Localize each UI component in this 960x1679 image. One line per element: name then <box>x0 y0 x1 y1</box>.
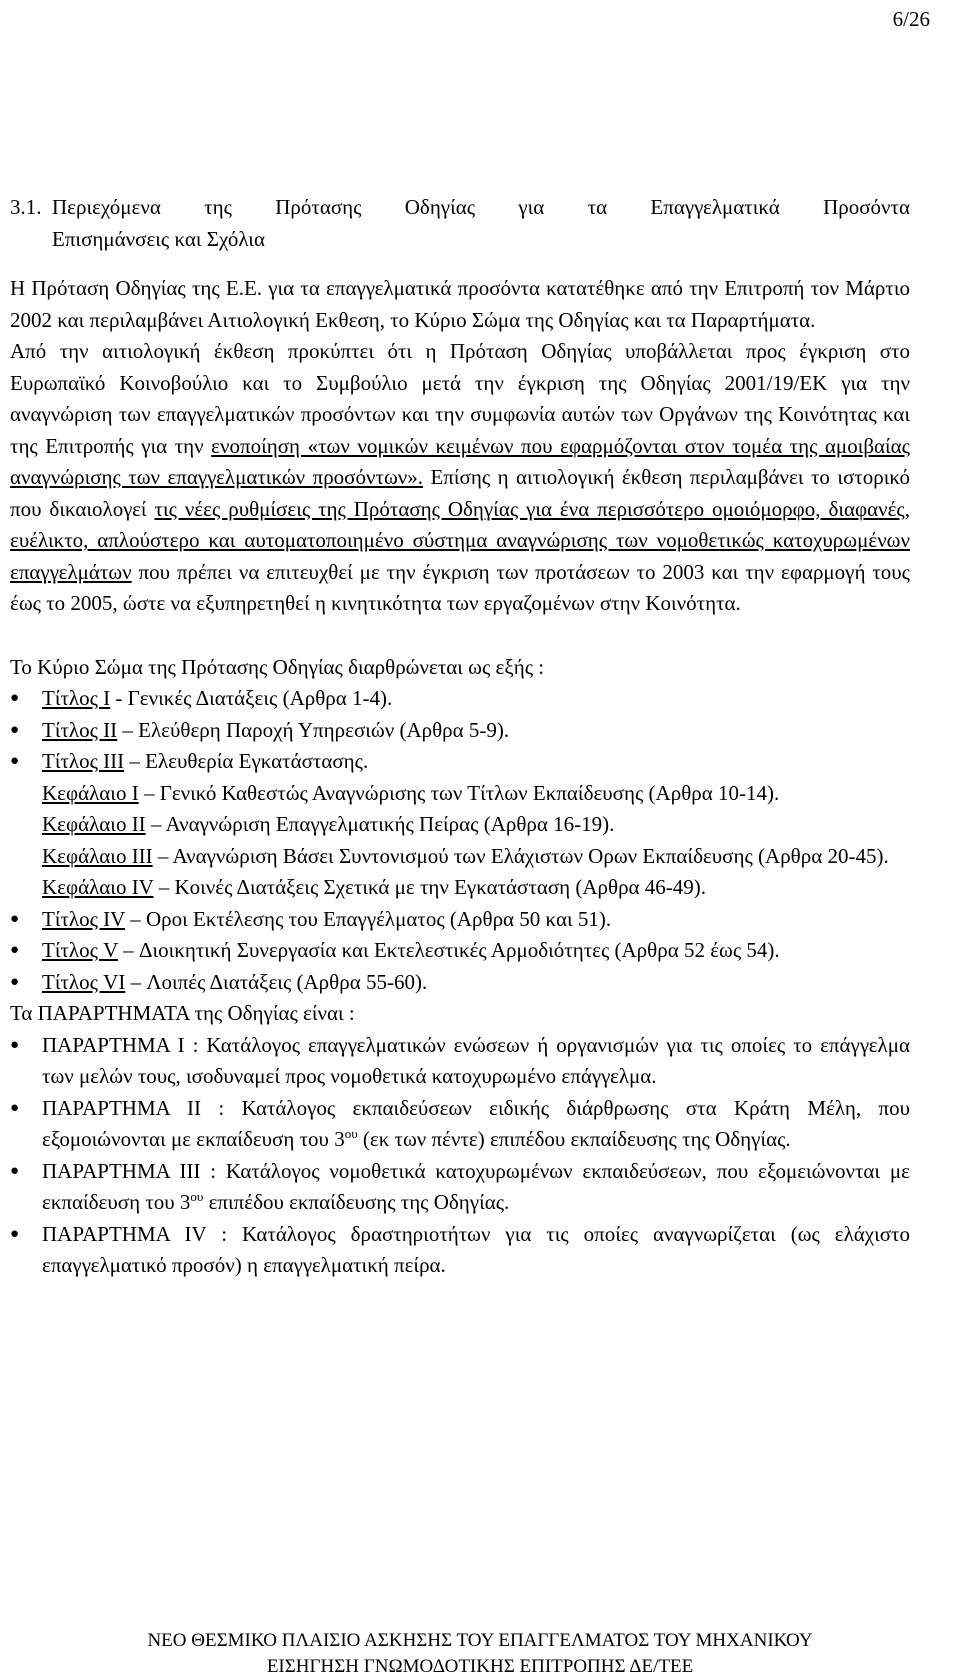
annex-3-superscript: ου <box>190 1189 204 1204</box>
page-footer <box>0 1628 960 1679</box>
chapter-label: Κεφάλαιο ΙV <box>42 875 154 899</box>
annex-2-superscript: ου <box>344 1126 358 1141</box>
title-label: Τίτλος ΙΙ <box>42 717 118 742</box>
list-item-title-2 <box>10 715 910 747</box>
paragraph-intro: Η Πρόταση Οδηγίας της Ε.Ε. για τα επαγγελματικά προσόντα κατατέθηκε από την Επιτροπή τον Μάρτιο 2002 και περιλαμβάνει Αιτιολογική Εκθεση, το Κύριο Σώμα της Οδηγίας και τα Παραρτήματα. <box>10 276 910 332</box>
title-text: - Γενικές Διατάξεις (Αρθρα 1-4). <box>110 686 393 710</box>
section-title-line2: Επισημάνσεις και Σχόλια <box>52 226 265 251</box>
title-text: – Διοικητική Συνεργασία και Εκτελεστικές Αρμοδιότητες (Αρθρα 52 έως 54). <box>117 938 780 962</box>
list-item-title-1 <box>10 683 910 715</box>
annexes-intro: Τα ΠΑΡΑΡΤΗΜΑΤΑ της Οδηγίας είναι : <box>10 1001 355 1025</box>
chapter-1 <box>10 778 910 810</box>
section-heading <box>10 192 910 255</box>
list-item-title-3 <box>10 746 910 778</box>
list-item-title-4 <box>10 904 910 936</box>
annex-3-text-end: επιπέδου εκπαίδευσης της Οδηγίας. <box>203 1190 510 1214</box>
annex-1: ● ΠΑΡΑΡΤΗΜΑ Ι : Κατάλογος επαγγελματικών ενώσεων ή οργανισμών για τις οποίες το επάγγελμα των μελών τους, ισοδυναμεί προς νομοθετικά κατοχυρωμένο επάγγελμα. <box>10 1030 910 1093</box>
title-label: Τίτλος ΙV <box>42 906 125 931</box>
list-item-title-5 <box>10 935 910 967</box>
section-title-line1: Περιεχόμενα της Πρότασης Οδηγίας για τα Επαγγελματικά Προσόντα <box>52 195 910 219</box>
chapter-label: Κεφάλαιο ΙΙΙ <box>42 843 153 868</box>
structure-list-continued <box>10 904 910 999</box>
title-label: Τίτλος V <box>42 938 118 962</box>
chapter-text: – Αναγνώριση Επαγγελματικής Πείρας (Αρθρα 16-19). <box>145 812 615 836</box>
list-item-title-6 <box>10 967 910 999</box>
annex-2-text-end: (εκ των πέντε) επιπέδου εκπαίδευσης της Οδηγίας. <box>357 1127 791 1151</box>
rationale-text-a: Από την αιτιολογική έκθεση προκύπτει ότι η Πρόταση Οδηγίας υποβάλλεται προς έγκριση στο Ευρωπαϊκό Κοινοβούλιο και το Συμβούλιο μετά την έγκριση της Οδηγίας 2001/19/ΕΚ για την αναγνώριση των επαγγελματικών προσόντων και την συμφωνία αυτών των Οργάνων της Κοινότητας και της Επιτροπής για την <box>10 339 910 458</box>
title-label: Τίτλος VI <box>42 969 126 994</box>
section-number: 3.1. <box>10 195 42 219</box>
title-text: – Οροι Εκτέλεσης του Επαγγέλματος (Αρθρα 50 και 51). <box>124 906 612 931</box>
structure-list <box>10 683 910 778</box>
rationale-underlined-new-rules: τις νέες ρυθμίσεις της Πρότασης Οδηγίας για ένα περισσότερο ομοιόμορφο, διαφανές, ευέλικτο, απλούστερο και αυτοματοποιημένο σύστημα αναγνώρισης των νομοθετικώς κατοχυρωμένων επαγγελμάτων <box>10 496 910 584</box>
annexes-list <box>10 1030 910 1282</box>
chapter-text: – Αναγνώριση Βάσει Συντονισμού των Ελάχιστων Ορων Εκπαίδευσης (Αρθρα 20-45). <box>152 843 889 868</box>
document-body <box>10 192 910 1282</box>
title-text: – Ελευθερία Εγκατάστασης. <box>124 749 369 773</box>
title-label: Τίτλος Ι <box>42 686 111 710</box>
chapter-label: Κεφάλαιο ΙΙ <box>42 812 146 836</box>
structure-intro: Το Κύριο Σώμα της Πρότασης Οδηγίας διαρθρώνεται ως εξής : <box>10 654 545 679</box>
annex-2-text: ΠΑΡΑΡΤΗΜΑ ΙΙ : Κατάλογος εκπαιδεύσεων ειδικής διάρθρωσης στα Κράτη Μέλη, που εξομοιώνονται με εκπαίδευση του 3 <box>42 1095 910 1151</box>
footer-line-1: ΝΕΟ ΘΕΣΜΙΚΟ ΠΛΑΙΣΙΟ ΑΣΚΗΣΗΣ ΤΟΥ ΕΠΑΓΓΕΛΜΑΤΟΣ ΤΟΥ ΜΗΧΑΝΙΚΟΥ <box>147 1630 813 1651</box>
chapter-label: Κεφάλαιο Ι <box>42 780 139 805</box>
title-text: – Ελεύθερη Παροχή Υπηρεσιών (Αρθρα 5-9). <box>117 717 510 742</box>
annex-3 <box>10 1156 910 1219</box>
paragraph-rationale <box>10 336 910 620</box>
chapter-2 <box>10 809 910 841</box>
rationale-underlined-consolidation: ενοποίηση «των νομικών κειμένων που εφαρμόζονται στον τομέα της αμοιβαίας αναγνώρισης των επαγγελματικών προσόντων». <box>10 433 910 489</box>
chapter-text: – Γενικό Καθεστώς Αναγνώρισης των Τίτλων Εκπαίδευσης (Αρθρα 10-14). <box>138 780 780 805</box>
rationale-text-c: Επίσης η αιτιολογική έκθεση περιλαμβάνει το ιστορικό που δικαιολογεί <box>10 465 910 521</box>
page-number: 6/26 <box>892 7 930 31</box>
footer-line-2: ΕΙΣΗΓΗΣΗ ΓΝΩΜΟΔΟΤΙΚΗΣ ΕΠΙΤΡΟΠΗΣ ΔΕ/ΤΕΕ <box>266 1655 694 1677</box>
chapter-4 <box>10 872 910 904</box>
annex-2 <box>10 1093 910 1156</box>
title-text: – Λοιπές Διατάξεις (Αρθρα 55-60). <box>125 969 428 994</box>
annex-4: ● ΠΑΡΑΡΤΗΜΑ IV : Κατάλογος δραστηριοτήτων για τις οποίες αναγνωρίζεται (ως ελάχιστο επαγγελματικό προσόν) η επαγγελματική πείρα. <box>10 1219 910 1282</box>
chapter-text: – Κοινές Διατάξεις Σχετικά με την Εγκατάσταση (Αρθρα 46-49). <box>153 875 707 899</box>
title-label: Τίτλος ΙΙΙ <box>42 749 125 773</box>
annex-3-text: ΠΑΡΑΡΤΗΜΑ ΙΙΙ : Κατάλογος νομοθετικά κατοχυρωμένων εκπαιδεύσεων, που εξομειώνονται με εκπαίδευση του 3 <box>42 1158 910 1214</box>
chapter-3 <box>10 841 910 873</box>
rationale-text-e: που πρέπει να επιτευχθεί με την έγκριση των προτάσεων το 2003 και την εφαρμογή τους έως το 2005, ώστε να εξυπηρετηθεί η κινητικότητα των εργαζομένων στην Κοινότητα. <box>10 559 910 615</box>
